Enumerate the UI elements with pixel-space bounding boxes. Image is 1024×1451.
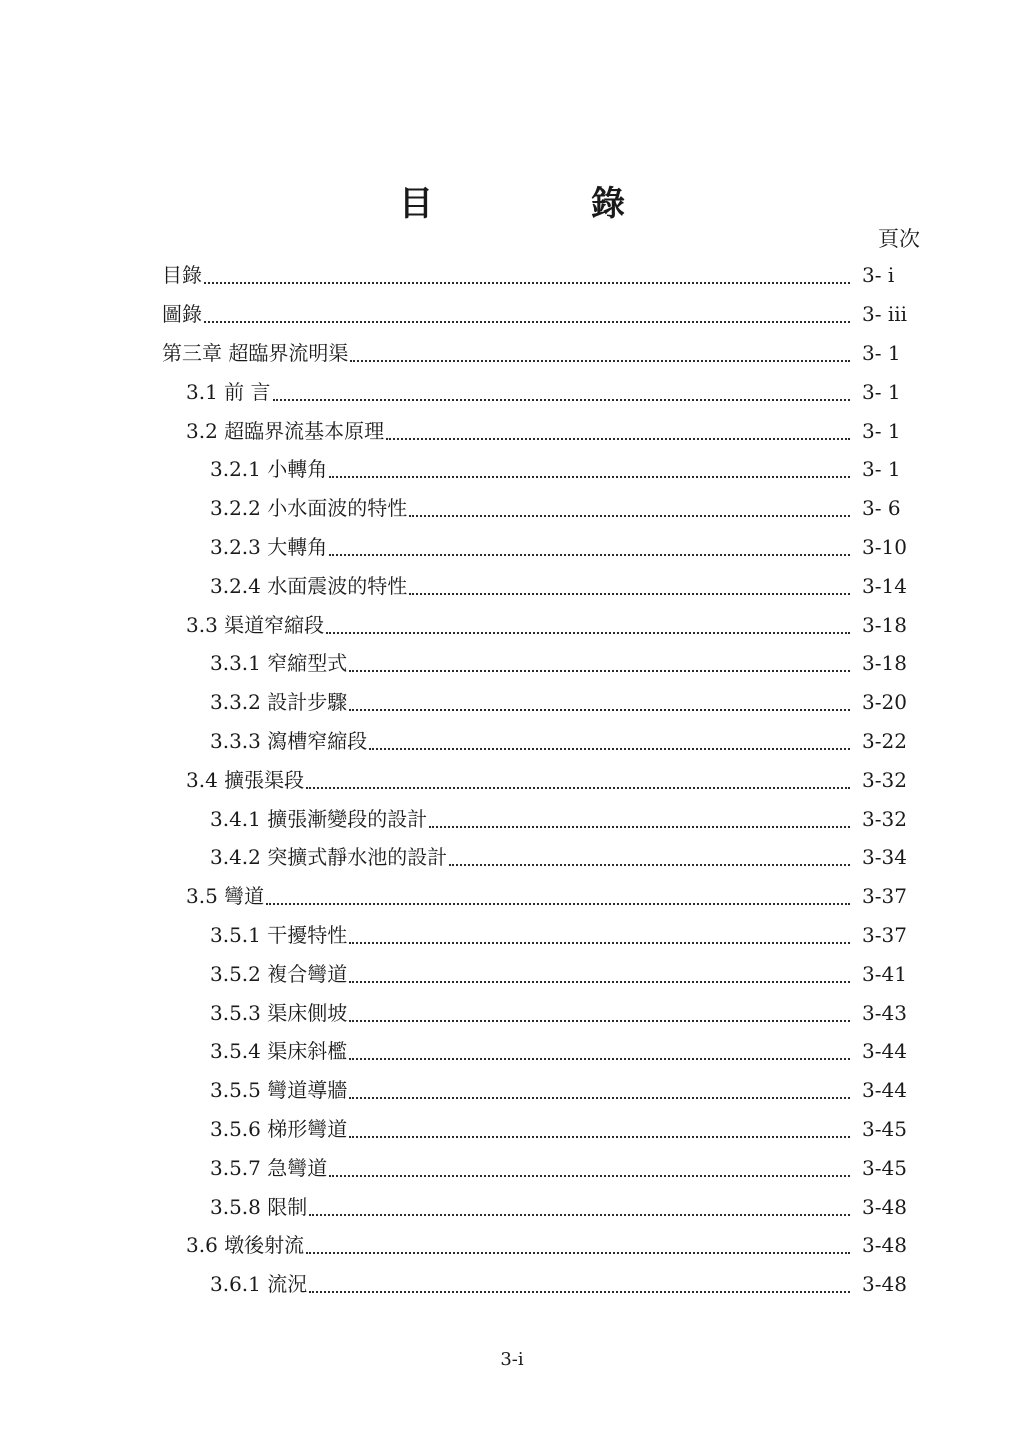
toc-entry-label: 3.6 墩後射流 (186, 1233, 305, 1258)
dot-leader (273, 399, 850, 401)
page-title: 目 錄 (399, 184, 687, 224)
toc-entry-label: 3.3.3 瀉槽窄縮段 (210, 728, 368, 753)
toc-entry (0, 605, 1024, 644)
toc-entry-page-number: 3- 6 (862, 496, 901, 521)
toc-entry-page-number: 3-22 (862, 728, 907, 753)
toc-entry-label: 3.5.6 梯形彎道 (210, 1116, 348, 1141)
toc-entry-page-number: 3-37 (862, 922, 907, 947)
toc-entry (0, 722, 1024, 761)
dot-leader (349, 1136, 850, 1138)
dot-leader (349, 1020, 850, 1022)
toc-entry-label: 3.2.4 水面震波的特性 (210, 573, 408, 598)
toc-entry (0, 489, 1024, 528)
toc-entry-label: 第三章 超臨界流明渠 (162, 340, 349, 365)
toc-entry-page-number: 3-32 (862, 767, 907, 792)
toc-entry (0, 566, 1024, 605)
dot-leader (449, 864, 850, 866)
toc-entry-page-number: 3- iii (862, 302, 908, 327)
toc-entry (0, 1265, 1024, 1304)
toc-entry-label: 3.4.2 突擴式靜水池的設計 (210, 845, 448, 870)
toc-entry (0, 334, 1024, 373)
dot-leader (386, 438, 850, 440)
dot-leader (204, 282, 850, 284)
toc-entry (0, 993, 1024, 1032)
dot-leader (329, 1175, 850, 1177)
toc-entry-page-number: 3-37 (862, 884, 907, 909)
dot-leader (349, 1058, 850, 1060)
toc-entry-label: 3.2.2 小水面波的特性 (210, 496, 408, 521)
toc-entry-page-number: 3- 1 (862, 457, 901, 482)
page-column-header: 頁次 (878, 227, 920, 251)
toc-entry (0, 683, 1024, 722)
toc-entry-label: 3.2 超臨界流基本原理 (186, 418, 385, 443)
toc-entry (0, 954, 1024, 993)
toc-entry-label: 3.1 前 言 (186, 379, 271, 404)
toc-entry (0, 256, 1024, 295)
toc-entry (0, 877, 1024, 916)
toc-entry-label: 3.2.1 小轉角 (210, 457, 328, 482)
toc-entry (0, 1226, 1024, 1265)
toc-entry-page-number: 3-32 (862, 806, 907, 831)
toc-entry-page-number: 3- 1 (862, 379, 901, 404)
toc-entry-page-number: 3-44 (862, 1039, 907, 1064)
dot-leader (349, 1097, 850, 1099)
toc-entry (0, 1071, 1024, 1110)
dot-leader (349, 942, 850, 944)
dot-leader (409, 515, 850, 517)
toc-entry-label: 3.5.4 渠床斜檻 (210, 1039, 348, 1064)
toc-entry-label: 3.5 彎道 (186, 884, 265, 909)
toc-entry (0, 1032, 1024, 1071)
toc-entry-page-number: 3- i (862, 263, 895, 288)
toc-entry (0, 1110, 1024, 1149)
dot-leader (350, 360, 850, 362)
toc-entry-page-number: 3-18 (862, 651, 907, 676)
dot-leader (329, 476, 850, 478)
toc-entry-page-number: 3-48 (862, 1272, 907, 1297)
dot-leader (329, 554, 850, 556)
toc-entry-label: 3.5.8 限制 (210, 1194, 308, 1219)
toc-entry (0, 372, 1024, 411)
toc-entry-label: 3.5.7 急彎道 (210, 1155, 328, 1180)
toc-entry (0, 838, 1024, 877)
dot-leader (349, 709, 850, 711)
toc-entry-label: 3.2.3 大轉角 (210, 534, 328, 559)
toc-entry-label: 3.4 擴張渠段 (186, 767, 305, 792)
dot-leader (349, 981, 850, 983)
toc-entry-page-number: 3-43 (862, 1000, 907, 1025)
toc-entry-page-number: 3-41 (862, 961, 907, 986)
dot-leader (306, 787, 850, 789)
toc-entry-label: 3.3 渠道窄縮段 (186, 612, 325, 637)
toc-entry (0, 1187, 1024, 1226)
toc-entry-label: 3.5.5 彎道導牆 (210, 1078, 348, 1103)
footer-page-number: 3-i (500, 1349, 524, 1370)
dot-leader (349, 670, 850, 672)
toc-entry (0, 644, 1024, 683)
table-of-contents (0, 256, 1024, 1304)
toc-entry-label: 3.5.2 複合彎道 (210, 961, 348, 986)
toc-entry (0, 450, 1024, 489)
toc-entry (0, 760, 1024, 799)
toc-entry-page-number: 3-48 (862, 1233, 907, 1258)
dot-leader (429, 826, 850, 828)
toc-entry-page-number: 3-45 (862, 1116, 907, 1141)
toc-entry (0, 799, 1024, 838)
dot-leader (369, 748, 850, 750)
dot-leader (326, 632, 850, 634)
toc-entry (0, 1148, 1024, 1187)
toc-entry (0, 916, 1024, 955)
toc-entry-page-number: 3-34 (862, 845, 907, 870)
toc-entry (0, 295, 1024, 334)
toc-entry-page-number: 3- 1 (862, 340, 901, 365)
toc-entry-label: 3.5.3 渠床側坡 (210, 1000, 348, 1025)
dot-leader (266, 903, 850, 905)
toc-entry-page-number: 3-20 (862, 690, 907, 715)
toc-entry-page-number: 3-48 (862, 1194, 907, 1219)
dot-leader (309, 1214, 850, 1216)
toc-entry-page-number: 3-18 (862, 612, 907, 637)
toc-entry-label: 圖錄 (162, 302, 202, 327)
toc-entry-label: 3.6.1 流況 (210, 1272, 308, 1297)
toc-entry-page-number: 3-10 (862, 534, 907, 559)
toc-entry-page-number: 3-44 (862, 1078, 907, 1103)
toc-entry-label: 3.5.1 干擾特性 (210, 922, 348, 947)
dot-leader (306, 1252, 850, 1254)
toc-entry (0, 411, 1024, 450)
toc-entry-label: 3.3.1 窄縮型式 (210, 651, 348, 676)
toc-entry-label: 3.4.1 擴張漸變段的設計 (210, 806, 428, 831)
toc-entry-page-number: 3-14 (862, 573, 907, 598)
toc-entry-page-number: 3-45 (862, 1155, 907, 1180)
dot-leader (309, 1291, 850, 1293)
toc-entry-label: 3.3.2 設計步驟 (210, 690, 348, 715)
toc-entry (0, 528, 1024, 567)
toc-entry-label: 目錄 (162, 263, 202, 288)
toc-entry-page-number: 3- 1 (862, 418, 901, 443)
dot-leader (409, 593, 850, 595)
dot-leader (204, 321, 850, 323)
